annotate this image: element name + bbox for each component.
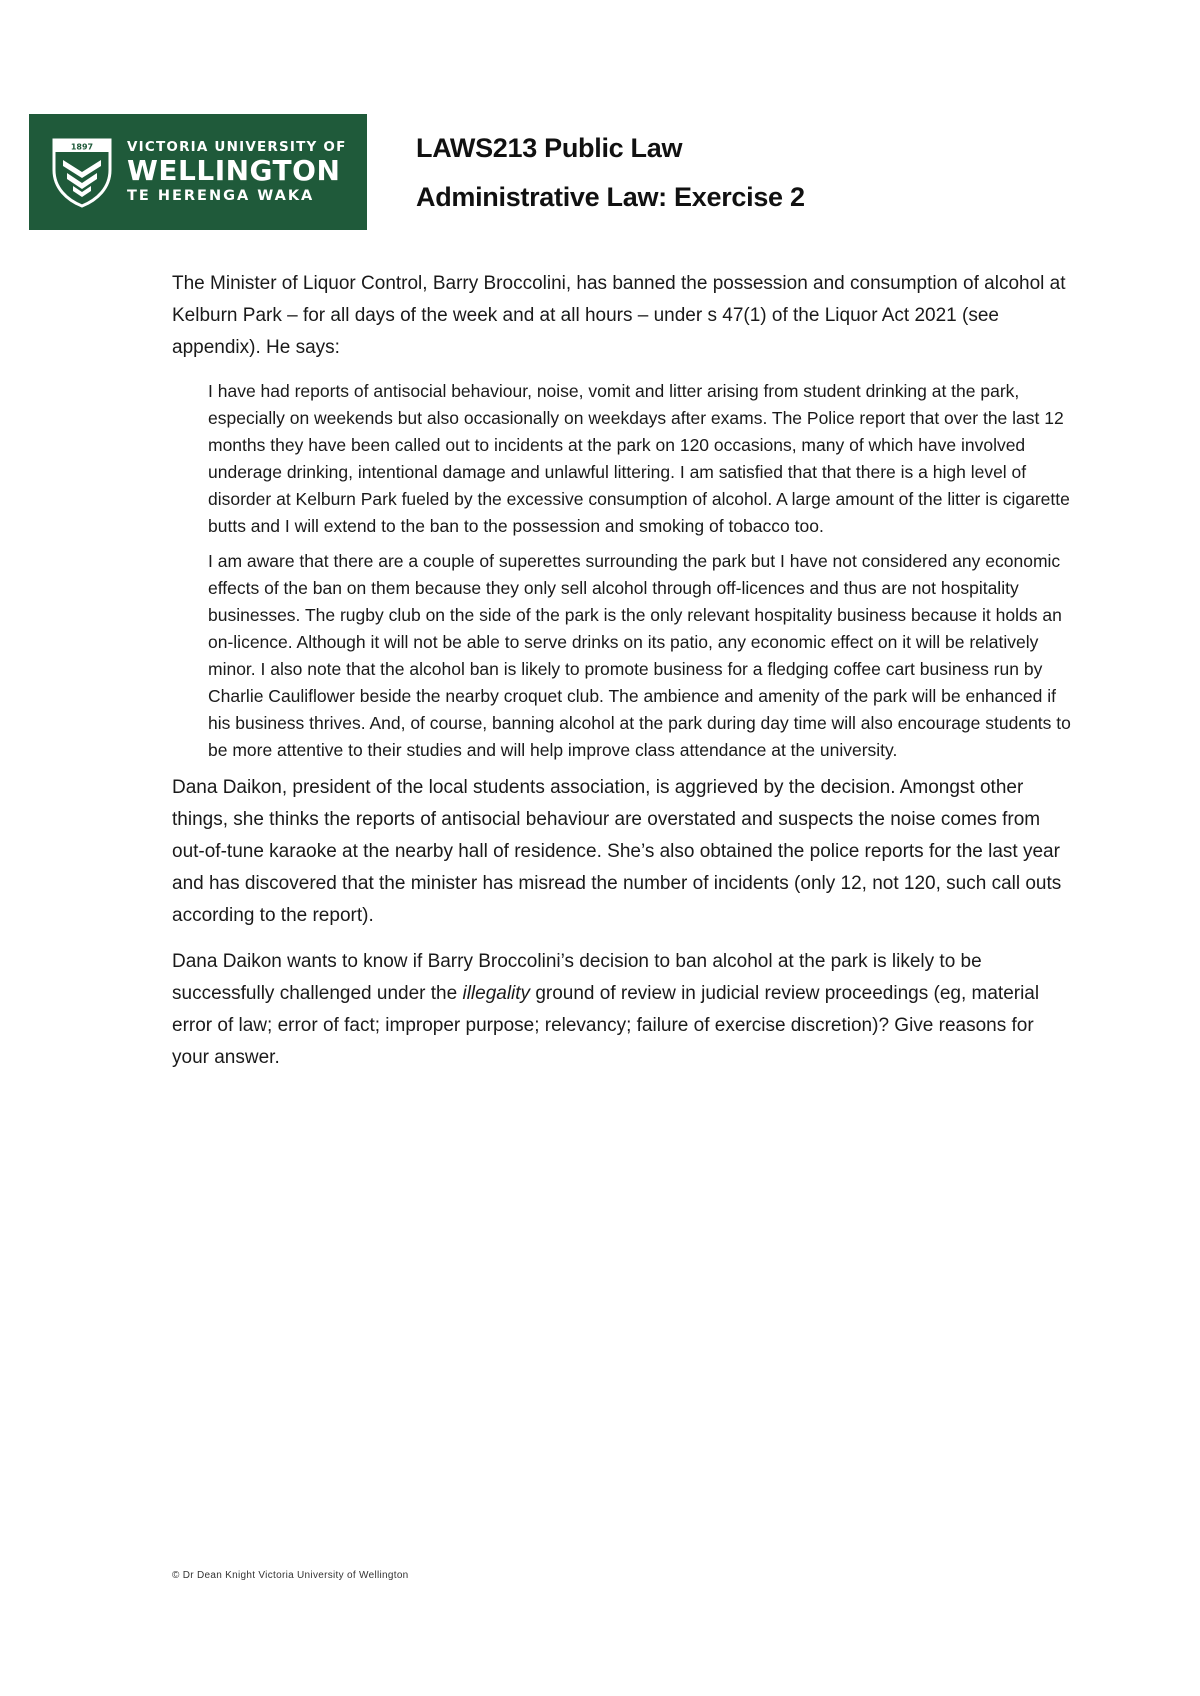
intro-paragraph: The Minister of Liquor Control, Barry Broccolini, has banned the possession and consumption of alcohol at Kelburn Park – for all days of the week and at all hours – under s 47(1) of the Liquor Act 2021 (see appendix). He says: [172, 273, 1066, 358]
crest-year: 1897 [70, 142, 94, 152]
exercise-title: Administrative Law: Exercise 2 [416, 182, 805, 212]
document-body [172, 268, 1072, 1088]
logo-line-victoria: VICTORIA UNIVERSITY OF [127, 139, 347, 155]
question-text-end: ground of review in judicial review proceedings (eg, material error of law; error of fact; improper purpose; relevancy; failure of exercise discretion)? Give reasons for your answer. [172, 983, 1040, 1068]
university-crest-icon [51, 136, 113, 208]
question-paragraph [172, 946, 1072, 1074]
logo-line-wellington: WELLINGTON [127, 154, 341, 187]
minister-quote [208, 378, 1072, 764]
quote-paragraph-1: I have had reports of antisocial behaviour, noise, vomit and litter arising from student drinking at the park, especially on weekends but also occasionally on weekdays after exams. The Police report that over the last 12 months they have been called out to incidents at the park on 120 occasions, many of which have involved underage drinking, intentional damage and unlawful littering. I am satisfied that that there is a high level of disorder at Kelburn Park fueled by the excessive consumption of alcohol. A large amount of the litter is cigarette butts and I will extend to the ban to the possession and smoking of tobacco too. [208, 381, 1070, 536]
document-header [416, 128, 805, 217]
copyright-footer: © Dr Dean Knight Victoria University of Wellington [172, 1570, 409, 1581]
question-text-start: Dana Daikon wants to know if Barry Broccolini’s decision to ban alcohol at the park is likely to be successfully challenged under the [172, 951, 982, 1004]
university-logo [29, 114, 367, 230]
question-emphasis: illegality [462, 983, 531, 1004]
logo-wordmark [127, 139, 347, 205]
quote-paragraph-2: I am aware that there are a couple of superettes surrounding the park but I have not considered any economic effects of the ban on them because they only sell alcohol through off-licences and thus are not hospitality businesses. The rugby club on the side of the park is the only relevant hospitality business because it holds an on-licence. Although it will not be able to serve drinks on its patio, any economic effect on it will be relatively minor. I also note that the alcohol ban is likely to promote business for a fledging coffee cart business run by Charlie Cauliflower beside the nearby croquet club. The ambience and amenity of the park will be enhanced if his business thrives. And, of course, banning alcohol at the park during day time will also encourage students to be more attentive to their studies and will help improve class attendance at the university. [208, 551, 1071, 760]
dana-paragraph: Dana Daikon, president of the local students association, is aggrieved by the decision. Amongst other things, she thinks the reports of antisocial behaviour are overstated and suspects the noise comes from out-of-tune karaoke at the nearby hall of residence. She’s also obtained the police reports for the last year and has discovered that the minister has misread the number of incidents (only 12, not 120, such call outs according to the report). [172, 777, 1062, 926]
logo-line-te-herenga-waka: TE HERENGA WAKA [127, 188, 315, 204]
course-title: LAWS213 Public Law [416, 133, 683, 163]
